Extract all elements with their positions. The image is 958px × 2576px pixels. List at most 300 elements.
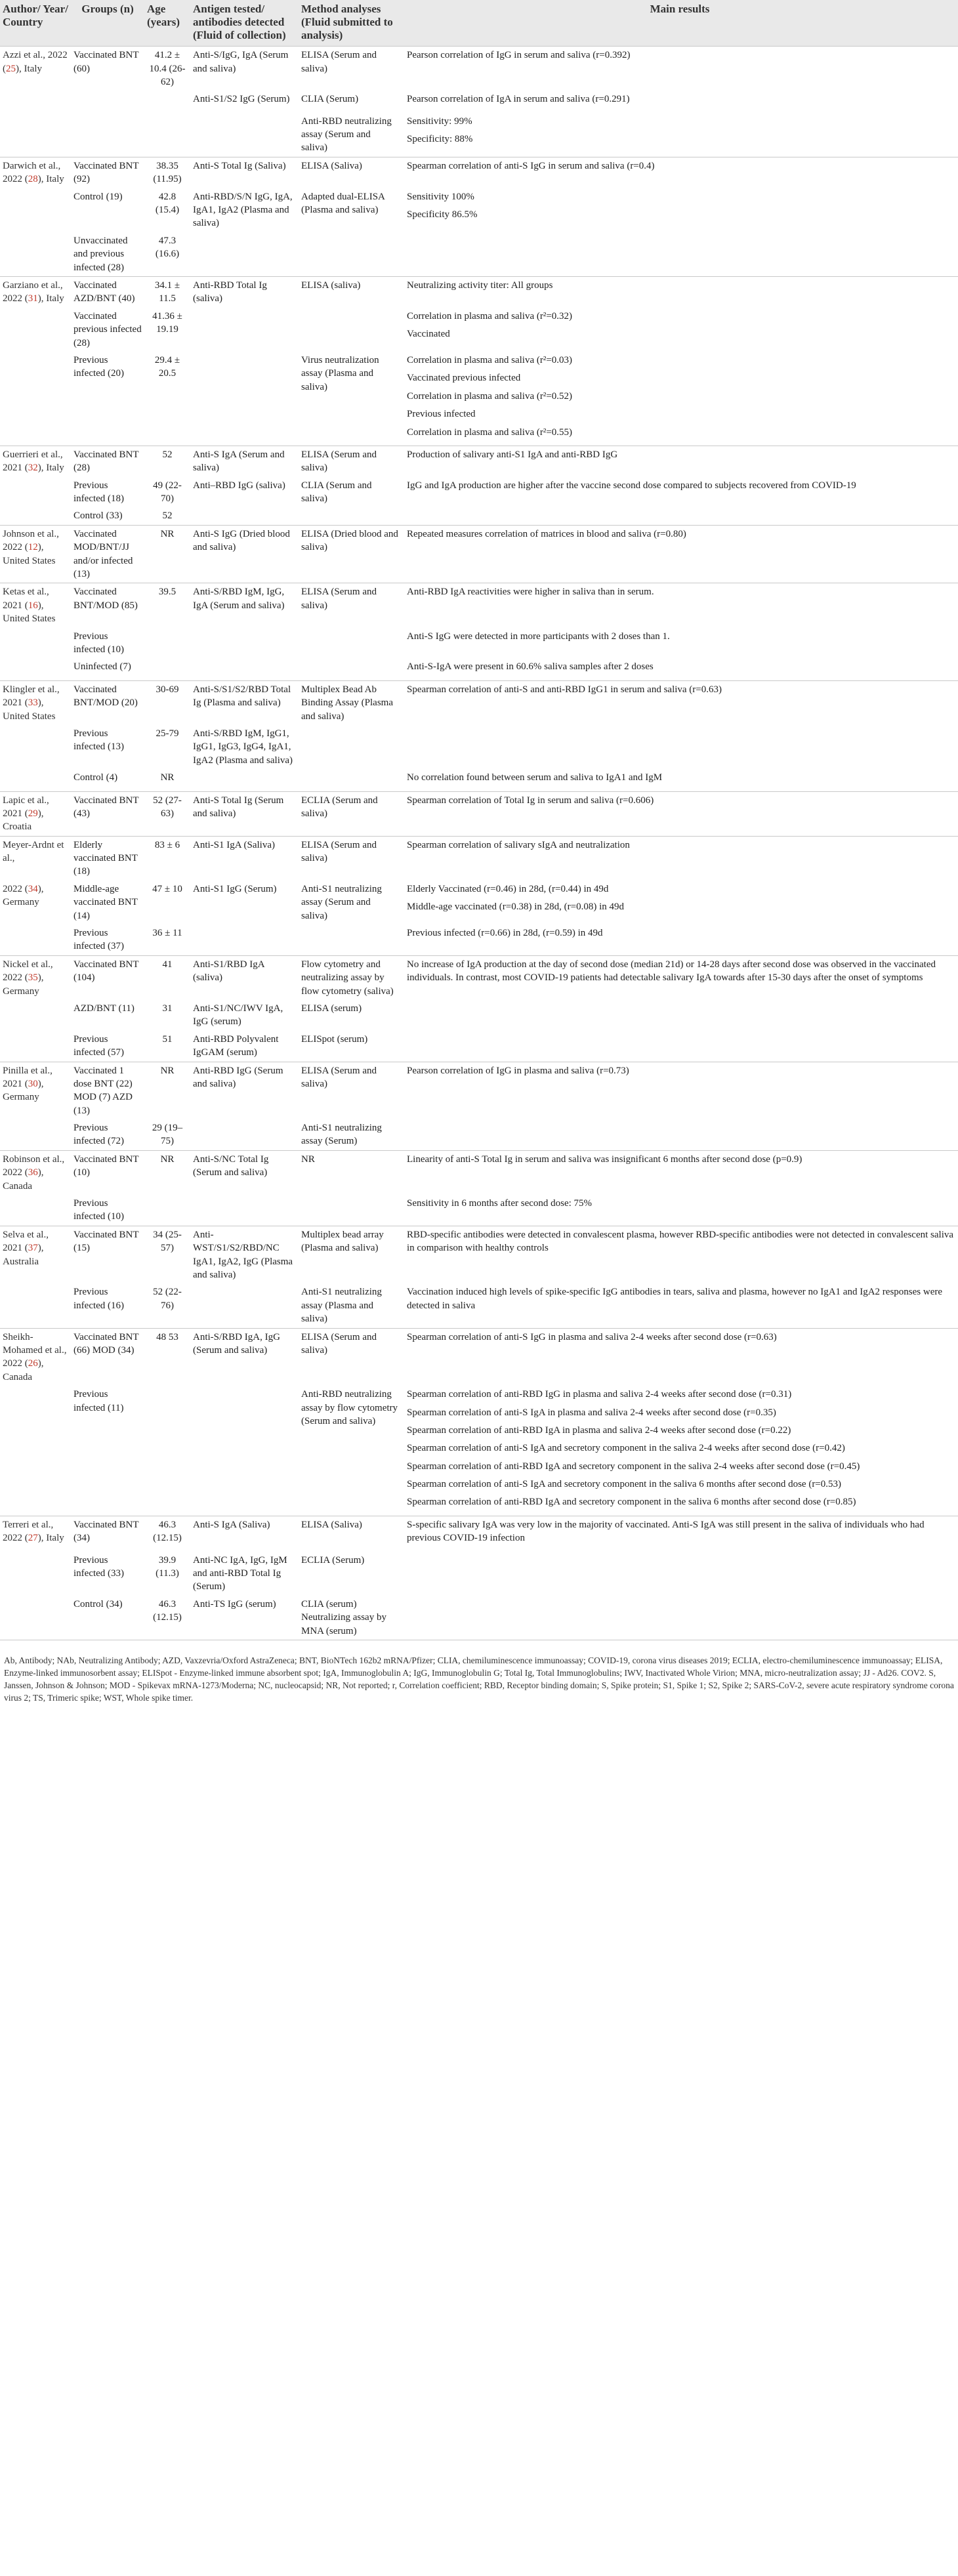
author-cell xyxy=(0,1386,71,1516)
author-cell xyxy=(0,1031,71,1062)
age-cell: 39.5 xyxy=(144,583,190,628)
group-cell: Control (33) xyxy=(73,510,123,522)
author-cell xyxy=(0,232,71,277)
results-cell xyxy=(402,1386,958,1516)
author-text: Terreri et al., 2022 ( xyxy=(3,1519,54,1544)
antigen-cell: Anti-S IgA (Serum and saliva) xyxy=(190,446,299,476)
results-cell xyxy=(402,836,958,881)
method-cell: ELISA (Serum and saliva) xyxy=(299,1062,402,1119)
result-line: Spearman correlation of anti-S IgA in plasma and saliva 2-4 weeks after second dose (r=0.35) xyxy=(407,1407,776,1418)
method-cell: Multiplex Bead Ab Binding Assay (Plasma and saliva) xyxy=(299,680,402,725)
method-cell: CLIA (serum) Neutralizing assay by MNA (serum) xyxy=(301,1598,386,1636)
method-cell: ELISA (Saliva) xyxy=(299,1516,402,1551)
antigen-cell xyxy=(190,628,299,659)
author-text: Azzi et al., 2022 ( xyxy=(3,50,68,74)
results-cell xyxy=(402,791,958,836)
author-cell xyxy=(0,658,71,680)
author-text: Ketas et al., 2021 ( xyxy=(3,587,49,611)
group-cell: Control (19) xyxy=(73,191,123,202)
group-cell: Previous infected (37) xyxy=(73,928,125,952)
antigen-cell: Anti-RBD Polyvalent IgGAM (serum) xyxy=(193,1033,279,1058)
group-cell: Previous infected (13) xyxy=(73,728,125,753)
antigen-cell: Anti-S1/S2 IgG (Serum) xyxy=(193,94,290,105)
group-cell: Vaccinated 1 dose BNT (22) MOD (7) AZD (13) xyxy=(71,1062,144,1119)
group-cell xyxy=(71,91,144,112)
method-cell xyxy=(299,769,402,791)
group-cell: Vaccinated BNT/MOD (20) xyxy=(71,680,144,725)
result-line: Production of salivary anti-S1 IgA and anti-RBD IgG xyxy=(407,449,618,460)
results-cell xyxy=(402,352,958,446)
antigen-cell: Anti-RBD/S/N IgG, IgA, IgA1, IgA2 (Plasma and saliva) xyxy=(193,191,293,229)
reference-link[interactable]: 32 xyxy=(28,463,38,474)
group-cell: Control (34) xyxy=(73,1598,123,1610)
result-line: Correlation in plasma and saliva (r²=0.03) xyxy=(407,354,573,365)
antigen-cell: Anti-S1 IgG (Serum) xyxy=(193,883,277,894)
table-row xyxy=(0,1195,958,1226)
group-cell: Previous infected (10) xyxy=(73,1198,125,1222)
result-line: Correlation in plasma and saliva (r²=0.52) xyxy=(407,390,573,402)
table-row xyxy=(0,507,958,525)
author-cell xyxy=(0,446,71,476)
header-results: Main results xyxy=(402,0,958,47)
author-country: ), Italy xyxy=(37,1533,64,1544)
reference-link[interactable]: 25 xyxy=(6,63,16,74)
author-country: ), Australia xyxy=(3,1243,44,1267)
antigen-cell: Anti-S1 IgA (Saliva) xyxy=(190,836,299,881)
age-cell: 46.3 (12.15) xyxy=(153,1598,182,1623)
age-cell: 47.3 (16.6) xyxy=(155,235,180,260)
results-cell xyxy=(402,1031,958,1062)
group-cell: Uninfected (7) xyxy=(73,661,131,673)
age-cell: 51 xyxy=(162,1033,173,1045)
table-row xyxy=(0,658,958,680)
method-cell: CLIA (Serum) xyxy=(301,94,359,105)
group-cell: Control (4) xyxy=(73,772,118,783)
results-cell xyxy=(402,232,958,277)
antigen-cell: Anti-S IgG (Dried blood and saliva) xyxy=(190,525,299,583)
results-cell xyxy=(402,725,958,769)
result-line: Spearman correlation of anti-S IgG in plasma and saliva 2-4 weeks after second dose (r=0.63) xyxy=(407,1331,777,1342)
author-cell xyxy=(0,1000,71,1031)
reference-link[interactable]: 36 xyxy=(28,1167,38,1178)
table-row xyxy=(0,628,958,659)
table-row xyxy=(0,1119,958,1150)
results-cell xyxy=(402,507,958,525)
antigen-cell: Anti-TS IgG (serum) xyxy=(193,1598,276,1610)
method-cell xyxy=(299,628,402,659)
table-row xyxy=(0,1062,958,1119)
author-text: Selva et al., 2021 ( xyxy=(3,1229,49,1254)
results-cell xyxy=(402,157,958,188)
result-line: Repeated measures correlation of matrices in blood and saliva (r=0.80) xyxy=(407,528,686,539)
reference-link[interactable]: 35 xyxy=(28,972,38,984)
author-text: Johnson et al., 2022 ( xyxy=(3,528,59,553)
reference-link[interactable]: 34 xyxy=(28,883,38,894)
table-row xyxy=(0,352,958,446)
group-cell: Previous infected (11) xyxy=(73,1389,124,1413)
table-row xyxy=(0,836,958,881)
age-cell: 31 xyxy=(162,1003,173,1014)
author-country: ), Germany xyxy=(3,883,44,908)
results-cell xyxy=(402,1552,958,1596)
age-cell: 34.1 ± 11.5 xyxy=(144,277,190,308)
age-cell: 29 (19–75) xyxy=(152,1123,183,1147)
author-cell xyxy=(0,1596,71,1640)
method-cell: ELISA (Saliva) xyxy=(299,157,402,188)
group-cell: Vaccinated AZD/BNT (40) xyxy=(71,277,144,308)
result-line: Pearson correlation of IgG in plasma and saliva (r=0.73) xyxy=(407,1065,629,1076)
age-cell: 47 ± 10 xyxy=(152,883,182,894)
result-line: Pearson correlation of IgA in serum and saliva (r=0.291) xyxy=(407,94,630,105)
author-cell xyxy=(0,157,71,188)
author-cell xyxy=(0,1328,71,1386)
method-cell: Anti-S1 neutralizing assay (Plasma and saliva) xyxy=(301,1287,382,1325)
method-cell: Virus neutralization assay (Plasma and saliva) xyxy=(301,354,379,392)
age-cell: 34 (25-57) xyxy=(144,1226,190,1283)
antigen-cell: Anti-S Total Ig (Saliva) xyxy=(190,157,299,188)
age-cell xyxy=(144,113,190,157)
result-line: Spearman correlation of anti-S and anti-RBD IgG1 in serum and saliva (r=0.63) xyxy=(407,684,722,695)
group-cell: Vaccinated BNT (66) MOD (34) xyxy=(71,1328,144,1386)
result-line: Previous infected xyxy=(407,409,476,420)
age-cell: 41 xyxy=(144,955,190,1000)
results-cell xyxy=(402,277,958,308)
age-cell: 52 (27-63) xyxy=(144,791,190,836)
result-line: Spearman correlation of anti-RBD IgG in plasma and saliva 2-4 weeks after second dose (r=0.31) xyxy=(407,1389,792,1400)
antigen-cell xyxy=(190,924,299,955)
reference-link[interactable]: 26 xyxy=(28,1358,38,1369)
result-line: Anti-S-IgA were present in 60.6% saliva samples after 2 doses xyxy=(407,661,654,673)
table-row xyxy=(0,924,958,955)
method-cell: NR xyxy=(299,1150,402,1195)
results-cell xyxy=(402,955,958,1000)
table-row xyxy=(0,680,958,725)
result-line: Neutralizing activity titer: All groups xyxy=(407,280,553,291)
antigen-cell xyxy=(190,1119,299,1150)
age-cell: 52 (22-76) xyxy=(153,1287,182,1311)
reference-link[interactable]: 27 xyxy=(28,1533,38,1544)
method-cell: Anti-S1 neutralizing assay (Serum and saliva) xyxy=(301,883,382,921)
table-row xyxy=(0,583,958,628)
age-cell xyxy=(144,628,190,659)
age-cell: NR xyxy=(144,1062,190,1119)
author-cell xyxy=(0,188,71,232)
result-line: Spearman correlation of anti-RBD IgA and secretory component in the saliva 2-4 weeks after second dose (r=0.45) xyxy=(407,1461,860,1472)
antigen-cell xyxy=(190,1195,299,1226)
result-line: Sensitivity in 6 months after second dose: 75% xyxy=(407,1198,593,1209)
age-cell: 29.4 ± 20.5 xyxy=(154,354,180,379)
group-cell: Vaccinated BNT (43) xyxy=(71,791,144,836)
age-cell: 42.8 (15.4) xyxy=(155,191,180,216)
author-country: ), Italy xyxy=(37,463,64,474)
method-cell: ELISA (saliva) xyxy=(299,277,402,308)
author-cell xyxy=(0,1283,71,1328)
result-line: Anti-S IgG were detected in more participants with 2 doses than 1. xyxy=(407,631,670,642)
age-cell: 49 (22-70) xyxy=(153,480,182,505)
author-cell xyxy=(0,680,71,725)
age-cell: 41.36 ± 19.19 xyxy=(152,310,182,335)
results-cell xyxy=(402,477,958,508)
table-row xyxy=(0,1328,958,1386)
antigen-cell: Anti-S/S1/S2/RBD Total Ig (Plasma and saliva) xyxy=(190,680,299,725)
result-line: Middle-age vaccinated (r=0.38) in 28d, (r=0.08) in 49d xyxy=(407,902,624,913)
group-cell: Elderly vaccinated BNT (18) xyxy=(71,836,144,881)
header-method: Method analyses (Fluid submitted to analysis) xyxy=(299,0,402,47)
result-line: Spearman correlation of salivary sIgA and neutralization xyxy=(407,839,630,850)
abbreviations-footnote: Ab, Antibody; NAb, Neutralizing Antibody; AZD, Vaxzevria/Oxford AstraZeneca; BNT, BioNTech 162b2 mRNA/Pfizer; CLIA, chemiluminescence immunoassay; COVID-19, corona virus diseases 2019; ECLIA, electro-chemiluminescence immunoassay; ELISA, Enzyme-linked immunosorbent assay; ELISpot - Enzyme-linked immune absorbent spot; IgA, Immunoglobulin A; IgG, Immunoglobulin G; Total Ig, Total Immunoglobulins; IWV, Inactivated Whole Virion; MNA, micro-neutralization assay; JJ - Ad26. COV2. S, Janssen, Johnson & Johnson; MOD - Spikevax mRNA-1273/Moderna; NC, nucleocapsid; NR, Not reported; r, Correlation coefficient; RBD, Receptor binding domain; S, Spike protein; S1, Spike 1; S2, Spike 2; SARS-CoV-2, severe acute respiratory syndrome corona virus 2; TS, Trimeric spike; WST, Whole spike timer. xyxy=(0,1640,958,1714)
table-row xyxy=(0,725,958,769)
group-cell: Vaccinated BNT (28) xyxy=(71,446,144,476)
results-cell xyxy=(402,1328,958,1386)
table-row xyxy=(0,1386,958,1516)
method-cell: ELISA (Serum and saliva) xyxy=(299,836,402,881)
antigen-cell xyxy=(190,1386,299,1516)
author-country: ), Italy xyxy=(37,293,64,304)
results-cell xyxy=(402,1062,958,1119)
method-cell xyxy=(299,308,402,352)
author-text: Nickel et al., 2022 ( xyxy=(3,959,53,984)
age-cell: 38.35 (11.95) xyxy=(144,157,190,188)
table-row xyxy=(0,113,958,157)
antigen-cell xyxy=(190,507,299,525)
group-cell: Previous infected (16) xyxy=(73,1287,125,1311)
author-country: ), Italy xyxy=(16,63,42,74)
result-line: Specificity 86.5% xyxy=(407,209,478,220)
table-row xyxy=(0,446,958,476)
antigen-cell: Anti-S Total Ig (Serum and saliva) xyxy=(190,791,299,836)
antigen-cell xyxy=(190,769,299,791)
age-cell: NR xyxy=(160,772,175,783)
author-cell xyxy=(0,583,71,628)
author-country: ), Croatia xyxy=(3,808,44,833)
results-cell xyxy=(402,680,958,725)
group-cell: Vaccinated BNT (92) xyxy=(71,157,144,188)
table-body xyxy=(0,47,958,1640)
author-cell xyxy=(0,308,71,352)
group-cell: Previous infected (10) xyxy=(73,631,125,655)
results-cell xyxy=(402,113,958,157)
method-cell: Flow cytometry and neutralizing assay by flow cytometry (saliva) xyxy=(299,955,402,1000)
results-cell xyxy=(402,1000,958,1031)
method-cell: ELISA (Serum and saliva) xyxy=(299,583,402,628)
author-cell xyxy=(0,352,71,446)
age-cell: 48 53 xyxy=(144,1328,190,1386)
author-cell xyxy=(0,525,71,583)
results-cell xyxy=(402,308,958,352)
table-row xyxy=(0,1283,958,1328)
reference-link[interactable]: 29 xyxy=(28,808,38,819)
table-row xyxy=(0,157,958,188)
antigen-cell xyxy=(190,352,299,446)
result-line: Linearity of anti-S Total Ig in serum and saliva was insignificant 6 months after second dose (p=0.9) xyxy=(407,1153,802,1165)
group-cell: Vaccinated BNT/MOD (85) xyxy=(71,583,144,628)
method-cell: Anti-RBD neutralizing assay by flow cytometry (Serum and saliva) xyxy=(301,1389,398,1426)
header-age: Age (years) xyxy=(144,0,190,47)
method-cell: CLIA (Serum and saliva) xyxy=(301,480,372,505)
reference-link[interactable]: 37 xyxy=(28,1243,38,1254)
table-row xyxy=(0,91,958,112)
results-cell xyxy=(402,1283,958,1328)
author-cell xyxy=(0,1150,71,1195)
header-antigen: Antigen tested/ antibodies detected (Fluid of collection) xyxy=(190,0,299,47)
group-cell: Vaccinated BNT (104) xyxy=(71,955,144,1000)
antigen-cell: Anti-S/RBD IgM, IgG1, IgG1, IgG3, IgG4, IgA1, IgA2 (Plasma and saliva) xyxy=(193,728,293,766)
antigen-cell: Anti-S1/NC/IWV IgA, IgG (serum) xyxy=(193,1003,283,1028)
method-cell xyxy=(299,924,402,955)
result-line: Spearman correlation of Total Ig in serum and saliva (r=0.606) xyxy=(407,795,654,806)
results-cell xyxy=(402,881,958,924)
antigen-cell: Anti-S/RBD IgA, IgG (Serum and saliva) xyxy=(190,1328,299,1386)
table-row xyxy=(0,881,958,924)
age-cell xyxy=(144,658,190,680)
results-cell xyxy=(402,525,958,583)
age-cell: NR xyxy=(144,525,190,583)
group-cell: Vaccinated BNT (60) xyxy=(71,47,144,91)
table-row xyxy=(0,188,958,232)
result-line: IgG and IgA production are higher after the vaccine second dose compared to subjects recovered from COVID-19 xyxy=(407,480,856,491)
result-line: Specificity: 88% xyxy=(407,134,473,145)
author-cell xyxy=(0,1119,71,1150)
author-country: ), Germany xyxy=(3,972,44,997)
table-row xyxy=(0,1000,958,1031)
result-line: Spearman correlation of anti-S IgA and secretory component in the saliva 2-4 weeks after second dose (r=0.42) xyxy=(407,1443,845,1454)
reference-link[interactable]: 28 xyxy=(28,174,38,185)
author-text: Pinilla et al., 2021 ( xyxy=(3,1065,52,1089)
age-cell: 30-69 xyxy=(144,680,190,725)
age-cell: 36 ± 11 xyxy=(152,928,182,939)
author-text: Klingler et al., 2021 ( xyxy=(3,684,60,709)
table-row xyxy=(0,1226,958,1283)
reference-link[interactable]: 31 xyxy=(28,293,38,304)
result-line: Spearman correlation of anti-S IgG in serum and saliva (r=0.4) xyxy=(407,160,655,171)
group-cell: AZD/BNT (11) xyxy=(73,1003,135,1014)
author-country: ), Canada xyxy=(3,1167,44,1192)
results-cell xyxy=(402,769,958,791)
group-cell: Vaccinated BNT (34) xyxy=(71,1516,144,1551)
author-cell xyxy=(0,277,71,308)
age-cell xyxy=(144,1195,190,1226)
group-cell xyxy=(71,113,144,157)
table-row xyxy=(0,1516,958,1551)
age-cell: 41.2 ± 10.4 (26-62) xyxy=(144,47,190,91)
results-cell xyxy=(402,924,958,955)
result-line: Pearson correlation of IgG in serum and saliva (r=0.392) xyxy=(407,50,631,61)
results-cell xyxy=(402,446,958,476)
result-line: Elderly Vaccinated (r=0.46) in 28d, (r=0.44) in 49d xyxy=(407,883,609,894)
result-line: Vaccinated previous infected xyxy=(407,373,521,384)
age-cell: 39.9 (11.3) xyxy=(156,1554,179,1579)
group-cell: Previous infected (18) xyxy=(73,480,125,505)
results-cell xyxy=(402,1119,958,1150)
result-line: Spearman correlation of anti-S IgA and secretory component in the saliva 6 months after second dose (r=0.53) xyxy=(407,1479,842,1490)
results-cell xyxy=(402,188,958,232)
result-line: Previous infected (r=0.66) in 28d, (r=0.59) in 49d xyxy=(407,928,603,939)
author-cell xyxy=(0,628,71,659)
results-cell xyxy=(402,583,958,628)
result-line: Sensitivity 100% xyxy=(407,191,474,202)
method-cell: ELISA (Serum and saliva) xyxy=(299,47,402,91)
author-text: Garziano et al., 2022 ( xyxy=(3,280,63,304)
antigen-cell xyxy=(190,1283,299,1328)
results-cell xyxy=(402,1195,958,1226)
method-cell: Adapted dual-ELISA (Plasma and saliva) xyxy=(301,191,385,216)
group-cell: Previous infected (72) xyxy=(73,1123,125,1147)
author-cell xyxy=(0,924,71,955)
author-cell xyxy=(0,507,71,525)
author-country: ), Germany xyxy=(3,1078,44,1103)
table-row xyxy=(0,791,958,836)
result-line: No correlation found between serum and saliva to IgA1 and IgM xyxy=(407,772,663,783)
group-cell: Unvaccinated and previous infected (28) xyxy=(73,235,128,273)
table-row xyxy=(0,277,958,308)
header-author: Author/ Year/ Country xyxy=(0,0,71,47)
antigen-cell: Anti-WST/S1/S2/RBD/NC IgA1, IgA2, IgG (Plasma and saliva) xyxy=(190,1226,299,1283)
author-cell xyxy=(0,836,71,881)
results-cell xyxy=(402,1516,958,1551)
antigen-cell: Anti–RBD IgG (saliva) xyxy=(193,480,285,491)
antigen-cell: Anti-S/RBD IgM, IgG, IgA (Serum and saliva) xyxy=(190,583,299,628)
result-line: Sensitivity: 99% xyxy=(407,115,472,127)
table-row xyxy=(0,1031,958,1062)
author-text: Sheikh-Mohamed et al., 2022 ( xyxy=(3,1331,67,1369)
group-cell: Previous infected (57) xyxy=(73,1033,125,1058)
age-cell: NR xyxy=(144,1150,190,1195)
result-line: Vaccination induced high levels of spike-specific IgG antibodies in tears, saliva and plasma, however no IgA1 and IgA2 responses were detected in saliva xyxy=(407,1287,943,1311)
author-text: Darwich et al., 2022 ( xyxy=(3,160,61,185)
table-row xyxy=(0,525,958,583)
author-text: Guerrieri et al., 2021 ( xyxy=(3,449,63,474)
table-row xyxy=(0,47,958,91)
author-country: ), Canada xyxy=(3,1358,44,1382)
reference-link[interactable]: 30 xyxy=(28,1078,38,1089)
reference-link[interactable]: 33 xyxy=(28,697,38,709)
reference-link[interactable]: 12 xyxy=(28,542,38,553)
author-country: ), United States xyxy=(3,697,56,722)
result-line: RBD-specific antibodies were detected in convalescent plasma, however RBD-specific antibodies were not detected in convalescent saliva in comparison with healthy controls xyxy=(407,1229,954,1254)
author-cell xyxy=(0,91,71,112)
author-text: 2022 ( xyxy=(3,883,28,894)
results-cell xyxy=(402,628,958,659)
method-cell xyxy=(299,232,402,277)
author-text: Meyer-Ardnt et al., xyxy=(3,839,64,864)
age-cell: 83 ± 6 xyxy=(144,836,190,881)
method-cell xyxy=(299,658,402,680)
results-cell xyxy=(402,1596,958,1640)
method-cell: Multiplex bead array (Plasma and saliva) xyxy=(299,1226,402,1283)
table-row xyxy=(0,232,958,277)
antigen-cell xyxy=(190,232,299,277)
author-cell xyxy=(0,477,71,508)
table-row xyxy=(0,477,958,508)
method-cell xyxy=(299,1195,402,1226)
group-cell: Previous infected (20) xyxy=(73,354,125,379)
reference-link[interactable]: 16 xyxy=(28,600,38,611)
age-cell: 52 xyxy=(144,446,190,476)
author-cell xyxy=(0,1516,71,1551)
table-row xyxy=(0,308,958,352)
results-cell xyxy=(402,91,958,112)
author-cell xyxy=(0,955,71,1000)
author-country: ), United States xyxy=(3,542,56,566)
method-cell: Anti-RBD neutralizing assay (Serum and saliva) xyxy=(301,115,392,154)
results-cell xyxy=(402,658,958,680)
author-country: ), United States xyxy=(3,600,56,625)
antigen-cell: Anti-RBD IgG (Serum and saliva) xyxy=(190,1062,299,1119)
table-row xyxy=(0,769,958,791)
antigen-cell xyxy=(190,308,299,352)
author-country: ), Italy xyxy=(37,174,64,185)
method-cell: ELISA (Serum and saliva) xyxy=(299,446,402,476)
